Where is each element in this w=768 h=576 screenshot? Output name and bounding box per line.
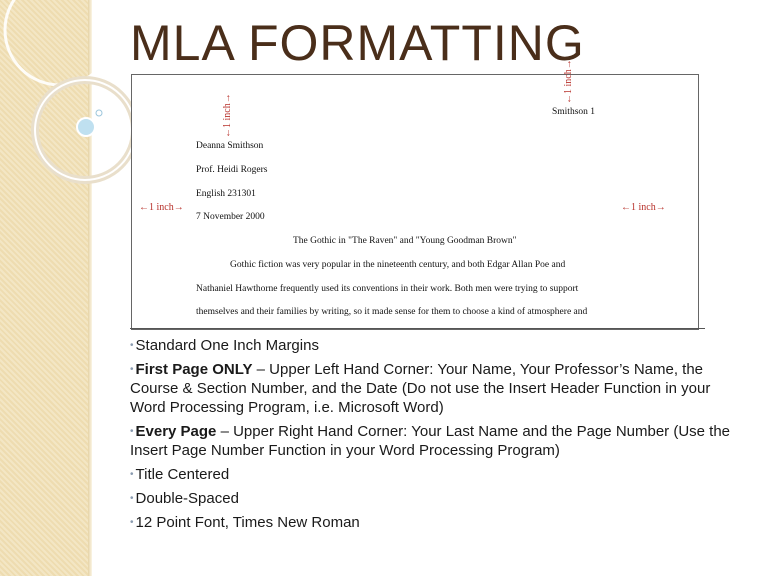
bullet-item: • First Page ONLY – Upper Left Hand Corner: Your Name, Your Professor’s Name, the Course & Section Number, and the Date (Do not use the Insert Header Function in your Word Processing Program, i.e. Microsoft Word) (130, 361, 711, 416)
paper-title: The Gothic in "The Raven" and "Young Goodman Brown" (293, 236, 517, 246)
heading-line-course: English 231301 (196, 189, 256, 199)
bullet-item: • Double-Spaced (130, 490, 239, 507)
heading-line-name: Deanna Smithson (196, 141, 264, 151)
divider-line (130, 328, 705, 329)
slide-title: MLA FORMATTING (130, 15, 585, 71)
margin-label-top-right: ←1 inch→ (563, 59, 574, 104)
mla-sample-page (131, 74, 699, 330)
body-line: Gothic fiction was very popular in the nineteenth century, and both Edgar Allan Poe and (230, 260, 566, 270)
margin-label-top-left: ←1 inch→ (222, 93, 233, 138)
body-line: themselves and their families by writing, so it made sense for them to choose a kind of atmosphere and (196, 307, 588, 317)
heading-line-date: 7 November 2000 (196, 212, 265, 222)
bullet-dot-icon: • (130, 364, 134, 375)
page-header-right: Smithson 1 (552, 107, 596, 117)
bullet-item: • Standard One Inch Margins (130, 337, 319, 354)
margin-label-left: ←1 inch→ (139, 202, 184, 213)
bullet-list (130, 336, 740, 537)
bullet-dot-icon: • (130, 493, 134, 504)
bullet-item: • 12 Point Font, Times New Roman (130, 514, 360, 531)
bullet-dot-icon: • (130, 517, 134, 528)
bullet-dot-icon: • (130, 469, 134, 480)
margin-label-right: ←1 inch→ (621, 202, 666, 213)
bullet-item: • Every Page – Upper Right Hand Corner: Your Last Name and the Page Number (Use the Insert Page Number Function in your Word Processing Program) (130, 423, 731, 459)
bullet-dot-icon: • (130, 340, 134, 351)
bullet-item: • Title Centered (130, 466, 230, 483)
bullet-dot-icon: • (130, 426, 134, 437)
body-line: Nathaniel Hawthorne frequently used its conventions in their work. Both men were trying to support (196, 284, 579, 294)
heading-line-professor: Prof. Heidi Rogers (196, 165, 268, 175)
